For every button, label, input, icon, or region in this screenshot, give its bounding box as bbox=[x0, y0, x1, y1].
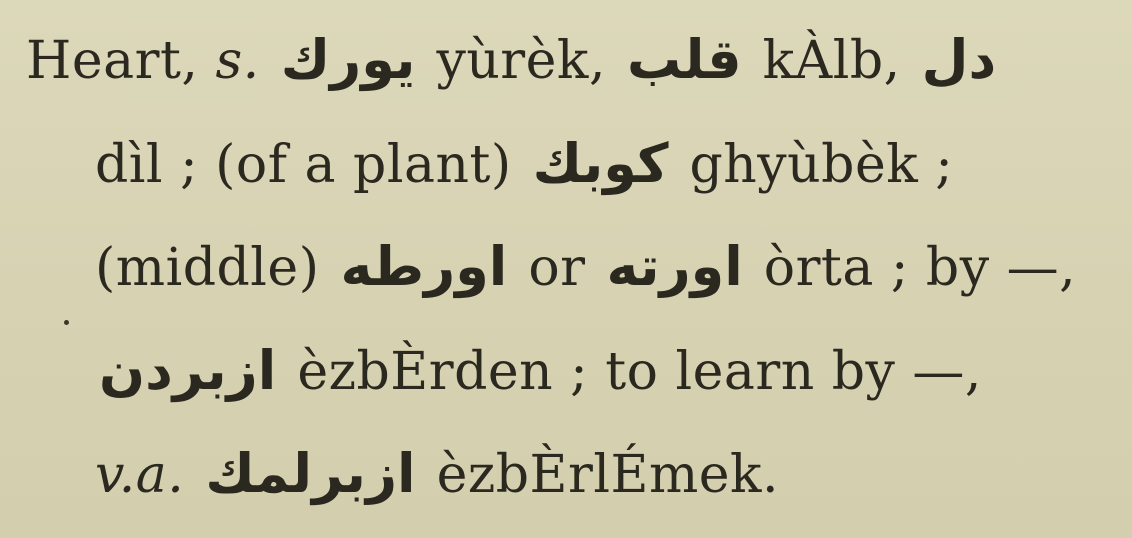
transliteration-4: ghyùbèk ; bbox=[689, 135, 954, 195]
arabic-word-5: اورطه bbox=[340, 235, 508, 298]
entry-line-4 bbox=[95, 341, 982, 402]
verb-abbreviation: v.a. bbox=[95, 445, 185, 505]
transliteration-1: yùrèk, bbox=[436, 31, 606, 91]
ink-speck bbox=[64, 320, 69, 325]
transliteration-5: òrta ; by —, bbox=[763, 238, 1077, 298]
entry-line-1 bbox=[26, 30, 1000, 91]
conjunction-or: or bbox=[528, 238, 586, 298]
transliteration-7: èzbÈrlÉmek. bbox=[436, 445, 780, 505]
arabic-word-4: كوبك bbox=[532, 132, 669, 195]
arabic-word-7: ازبردن bbox=[99, 339, 277, 402]
arabic-word-6: اورته bbox=[606, 235, 743, 298]
transliteration-6: èzbÈrden ; to learn by —, bbox=[297, 342, 982, 402]
part-of-speech: s. bbox=[215, 31, 260, 91]
entry-line-5 bbox=[95, 444, 779, 505]
arabic-word-2: قلب bbox=[627, 28, 742, 91]
arabic-word-1: يورك bbox=[280, 28, 416, 91]
arabic-word-8: ازبرلمك bbox=[205, 442, 416, 505]
entry-line-2 bbox=[95, 134, 953, 195]
transliteration-3: dìl ; (of a plant) bbox=[95, 135, 512, 195]
transliteration-2: kÀlb, bbox=[762, 31, 901, 91]
arabic-word-3: دل bbox=[921, 28, 997, 91]
headword: Heart, bbox=[26, 31, 199, 91]
entry-line-3 bbox=[95, 237, 1076, 298]
gloss-middle: (middle) bbox=[95, 238, 320, 298]
